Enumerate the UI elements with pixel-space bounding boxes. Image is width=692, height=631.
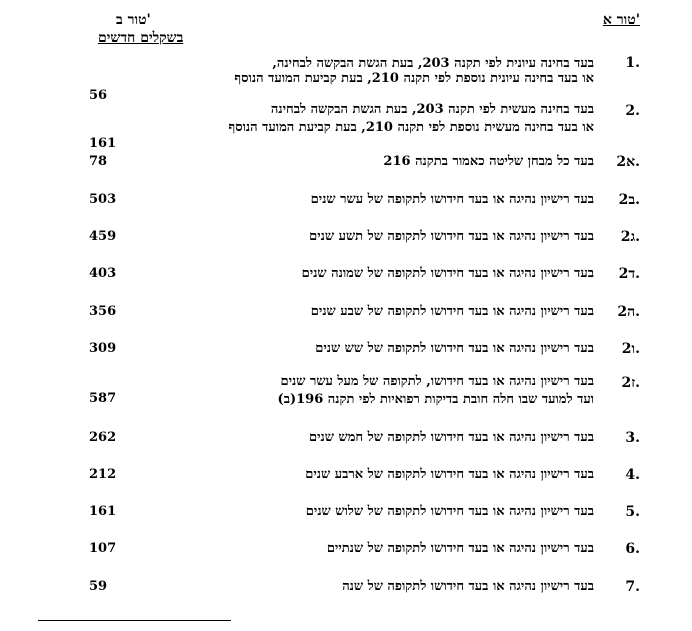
row-number: 4. <box>625 467 640 483</box>
row-number: 7. <box>625 579 640 595</box>
row-fee: 107 <box>89 541 117 556</box>
row-text-line: בעד רישיון נהיגה או בעד חידושו לתקופה של שבע שנים <box>310 304 594 319</box>
column-a-header: טור א' <box>602 12 640 28</box>
row-fee: 503 <box>89 192 117 207</box>
row-number: 2א. <box>616 154 640 170</box>
row-fee: 309 <box>89 341 117 356</box>
row-fee: 212 <box>89 467 117 482</box>
column-b-header: טור ב' <box>116 12 151 28</box>
row-fee: 161 <box>89 136 117 151</box>
row-text-line: בעד בחינה עיונית לפי תקנה 203, בעת הגשת הבקשה לבחינה, <box>272 56 594 71</box>
row-text-line: בעד רישיון נהיגה או בעד חידושו, לתקופה של מעל עשר שנים <box>280 374 594 389</box>
row-fee: 356 <box>89 304 117 319</box>
row-number: 2ד. <box>618 266 640 282</box>
row-number: 2ה. <box>617 304 640 320</box>
row-number: 2ג. <box>620 229 640 245</box>
row-text-line: בעד רישיון נהיגה או בעד חידושו לתקופה של חמש שנים <box>309 430 594 445</box>
row-fee: 56 <box>89 88 108 103</box>
row-text-line: או בעד בחינה מעשית נוספת לפי תקנה 210, בעת קביעת המועד הנוסף <box>228 120 594 135</box>
row-number: 5. <box>625 504 640 520</box>
row-text-line: בעד כל מבחן שליטה כאמור בתקנה 216 <box>383 154 594 169</box>
row-number: 3. <box>625 430 640 446</box>
row-number: 2. <box>625 103 640 119</box>
row-text-line: בעד רישיון נהיגה או בעד חידושו לתקופה של שלוש שנים <box>305 504 594 519</box>
row-text-line: או בעד בחינה עיונית נוספת לפי תקנה 210, בעת קביעת המועד הנוסף <box>234 71 594 86</box>
row-text-line: בעד רישיון נהיגה או בעד חידושו לתקופה של שנתיים <box>326 541 594 556</box>
row-text-line: בעד רישיון נהיגה או בעד חידושו לתקופה של שנה <box>342 579 594 594</box>
column-b-unit: בשקלים חדשים <box>98 30 184 46</box>
row-number: 6. <box>625 541 640 557</box>
row-text-line: בעד רישיון נהיגה או בעד חידושו לתקופה של תשע שנים <box>309 229 594 244</box>
row-number: 2ב. <box>618 192 640 208</box>
row-text-line: בעד רישיון נהיגה או בעד חידושו לתקופה של שש שנים <box>315 341 594 356</box>
row-text-line: בעד בחינה מעשית לפי תקנה 203, בעת הגשת הבקשה לבחינה <box>270 102 594 117</box>
row-fee: 161 <box>89 504 117 519</box>
row-fee: 587 <box>89 391 117 406</box>
row-fee: 403 <box>89 266 117 281</box>
row-text-line: ועד למועד שבו חלה חובת בדיקות רפואיות לפי תקנה 196(ב) <box>277 392 594 407</box>
row-fee: 459 <box>89 229 117 244</box>
row-text-line: בעד רישיון נהיגה או בעד חידושו לתקופה של עשר שנים <box>310 192 594 207</box>
row-number: 1. <box>625 55 640 71</box>
row-number: 2ז. <box>621 375 640 391</box>
row-text-line: בעד רישיון נהיגה או בעד חידושו לתקופה של ארבע שנים <box>305 467 594 482</box>
footnote-divider <box>38 620 231 621</box>
row-fee: 59 <box>89 579 108 594</box>
row-fee: 78 <box>89 154 108 169</box>
row-number: 2ו. <box>621 341 640 357</box>
row-fee: 262 <box>89 430 117 445</box>
row-text-line: בעד רישיון נהיגה או בעד חידושו לתקופה של שמונה שנים <box>301 266 594 281</box>
